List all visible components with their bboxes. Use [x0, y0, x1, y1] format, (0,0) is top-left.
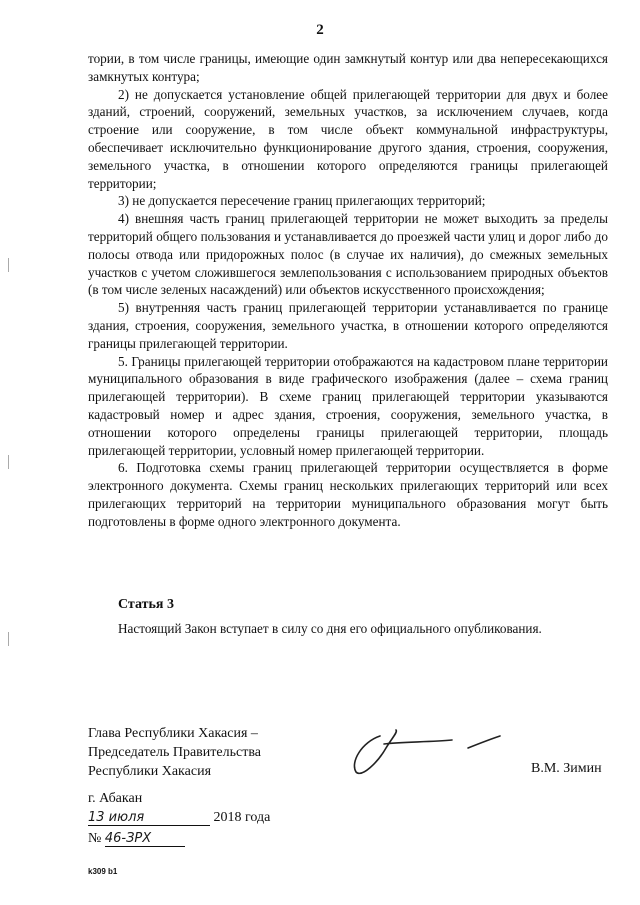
number-sign: №: [88, 831, 102, 846]
paragraph-item-3: 3) не допускается пересечение границ прилегающих территорий;: [118, 193, 486, 209]
paragraph-item-5: 5) внутренняя часть границ прилегающей территории устанавливается по границе здания, строения, сооружения, земельного участка, в отношении которого определяются границы прилегающей территории.: [88, 300, 608, 351]
place-of-signing: г. Абакан: [88, 791, 143, 806]
signatory-block: [88, 724, 261, 781]
paragraph-section-5: 5. Границы прилегающей территории отображаются на кадастровом плане территории муниципального образования в виде графического изображения (далее – схема границ прилегающей территории). В схеме границ прилегающей территории указываются кадастровый номер и адрес здания, строения, сооружения, земельного участка, в отношении которого определены границы прилегающей территории, площадь прилегающей территории, условный номер прилегающей территории.: [88, 353, 608, 458]
law-number: [88, 831, 185, 847]
paragraph-item-4: 4) внешняя часть границ прилегающей территории не может выходить за пределы территорий общего пользования и устанавливается до проезжей части улиц и дорог либо до полосы отвода или придорожных полос (в случае их наличия), до смежных земельных участков с учетом сложившегося землепользования с использованием природных объектов (в том числе зеленых насаждений) или объектов искусственного происхождения;: [88, 211, 608, 298]
binding-mark: [8, 632, 9, 646]
binding-mark: [8, 455, 9, 469]
footer-code: k309 b1: [88, 867, 118, 876]
signing-date: [88, 810, 270, 826]
paragraph-continuation: тории, в том числе границы, имеющие один замкнутый контур или два непересекающихся замкнутых контура;: [88, 51, 608, 84]
article-text: Настоящий Закон вступает в силу со дня его официального опубликования.: [118, 621, 542, 636]
binding-mark: [8, 258, 9, 272]
signatory-title-line-3: Республики Хакасия: [88, 764, 212, 779]
signatory-title-line-1: Глава Республики Хакасия –: [88, 726, 258, 741]
signer-name: В.М. Зимин: [531, 761, 602, 776]
handwritten-signature: [340, 722, 510, 782]
signatory-title-line-2: Председатель Правительства: [88, 745, 261, 760]
paragraph-section-6: 6. Подготовка схемы границ прилегающей территории осуществляется в форме электронного документа. Схемы границ нескольких прилегающих территорий или всех прилегающих территорий на территории муниципального образования могут быть подготовлены в форме одного электронного документа.: [88, 460, 608, 529]
handwritten-number: 46-ЗРХ: [105, 831, 185, 847]
paragraph-item-2: 2) не допускается установление общей прилегающей территории для двух и более зданий, строений, сооружений, земельных участков, за исключением случаев, когда строение или сооружение, в том числе объект коммунальной инфраструктуры, обеспечивает исключительно функционирование другого здания, строения, сооружения, земельного участка, в отношении которого определяются границы прилегающей территории;: [88, 86, 608, 191]
article-heading: Статья 3: [118, 597, 174, 612]
page-number: 2: [316, 22, 324, 38]
handwritten-date: 13 июля: [88, 810, 210, 826]
document-body: [88, 50, 608, 531]
date-year: 2018 года: [213, 810, 271, 825]
